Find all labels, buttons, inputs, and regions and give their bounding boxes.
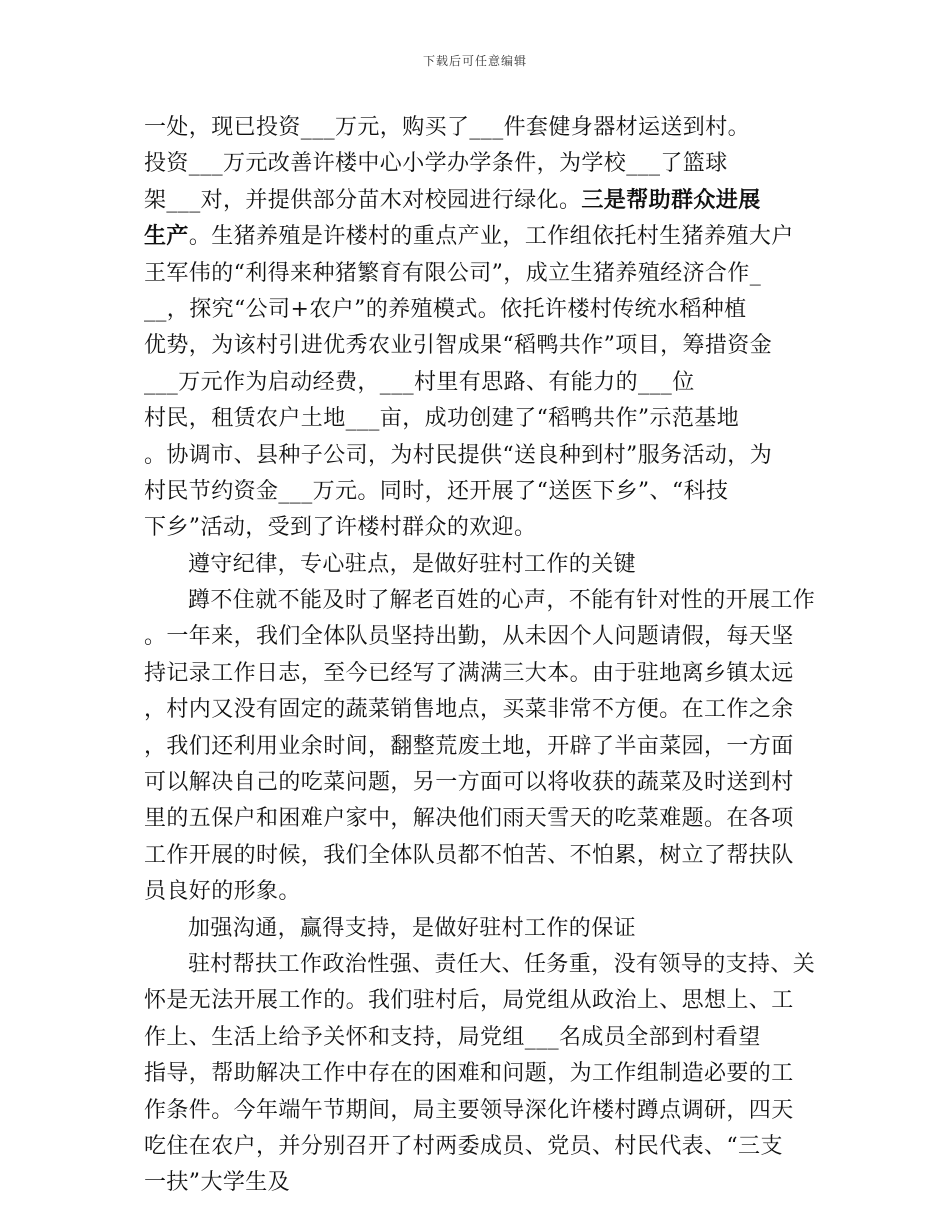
text-line: 驻村帮扶工作政治性强、责任大、任务重，没有领导的支持、关 [188, 951, 816, 977]
text-line: ，我们还利用业余时间，翻整荒废土地，开辟了半亩菜园，一方面 [144, 733, 794, 759]
paragraph-2 [144, 583, 816, 911]
text-line: 架___对，并提供部分苗木对校园进行绿化。三是帮助群众进展 [144, 187, 761, 213]
text-line: 下乡”活动，受到了许楼村群众的欢迎。 [144, 515, 537, 541]
text-line: 王军伟的“利得来种猪繁育有限公司”，成立生猪养殖经济合作_ [144, 260, 762, 286]
page-header-note: 下载后可任意编辑 [422, 54, 527, 68]
document-body [144, 110, 816, 1202]
heading-discipline: 遵守纪律，专心驻点，是做好驻村工作的关键 [188, 551, 637, 577]
heading-communication: 加强沟通，赢得支持，是做好驻村工作的保证 [188, 915, 637, 941]
text-line: 投资___万元改善许楼中心小学办学条件，为学校___了篮球 [144, 151, 728, 177]
text-line: 指导，帮助解决工作中存在的困难和问题，为工作组制造必要的工 [144, 1061, 794, 1087]
text-line: 作上、生活上给予关怀和支持，局党组___名成员全部到村看望 [144, 1024, 761, 1050]
text-line: 。一年来，我们全体队员坚持出勤，从未因个人问题请假，每天坚 [144, 624, 794, 650]
text-line: __，探究“公司+农户”的养殖模式。依托许楼村传统水稻种植 [144, 296, 747, 322]
paragraph-3 [144, 947, 816, 1202]
text-line: 工作开展的时候，我们全体队员都不怕苦、不怕累，树立了帮扶队 [144, 842, 794, 868]
text-line: 蹲不住就不能及时了解老百姓的心声，不能有针对性的开展工作 [188, 588, 816, 614]
text-line: ___万元作为启动经费，___村里有思路、有能力的___位 [144, 369, 695, 395]
text-line: 员良好的形象。 [144, 879, 301, 905]
text-line: 村民，租赁农户土地___亩，成功创建了“稻鸭共作”示范基地 [144, 406, 740, 432]
text-line: 。协调市、县种子公司，为村民提供“送良种到村”服务活动，为 [144, 442, 773, 468]
text-line: 持记录工作日志，至今已经写了满满三大本。由于驻地离乡镇太远 [144, 660, 794, 686]
text-line: 一扶”大学生及 [144, 1170, 291, 1196]
text-line: 里的五保户和困难户家中，解决他们雨天雪天的吃菜难题。在各项 [144, 806, 794, 832]
text-line: 作条件。今年端午节期间，局主要领导深化许楼村蹲点调研，四天 [144, 1097, 794, 1123]
text-line: ，村内又没有固定的蔬菜销售地点，买菜非常不方便。在工作之余 [144, 697, 794, 723]
text-line: 生产。生猪养殖是许楼村的重点产业，工作组依托村生猪养殖大户 [144, 224, 794, 250]
text-line: 吃住在农户，并分别召开了村两委成员、党员、村民代表、“三支 [144, 1133, 783, 1159]
text-line: 村民节约资金___万元。同时，还开展了“送医下乡”、“科技 [144, 478, 729, 504]
paragraph-1 [144, 110, 812, 547]
text-line: 优势，为该村引进优秀农业引智成果“稻鸭共作”项目，筹措资金 [144, 333, 773, 359]
text-line: 怀是无法开展工作的。我们驻村后，局党组从政治上、思想上、工 [144, 988, 794, 1014]
text-line: 一处，现已投资___万元，购买了___件套健身器材运送到村。 [144, 115, 751, 140]
text-line: 可以解决自己的吃菜问题，另一方面可以将收获的蔬菜及时送到村 [144, 770, 794, 796]
